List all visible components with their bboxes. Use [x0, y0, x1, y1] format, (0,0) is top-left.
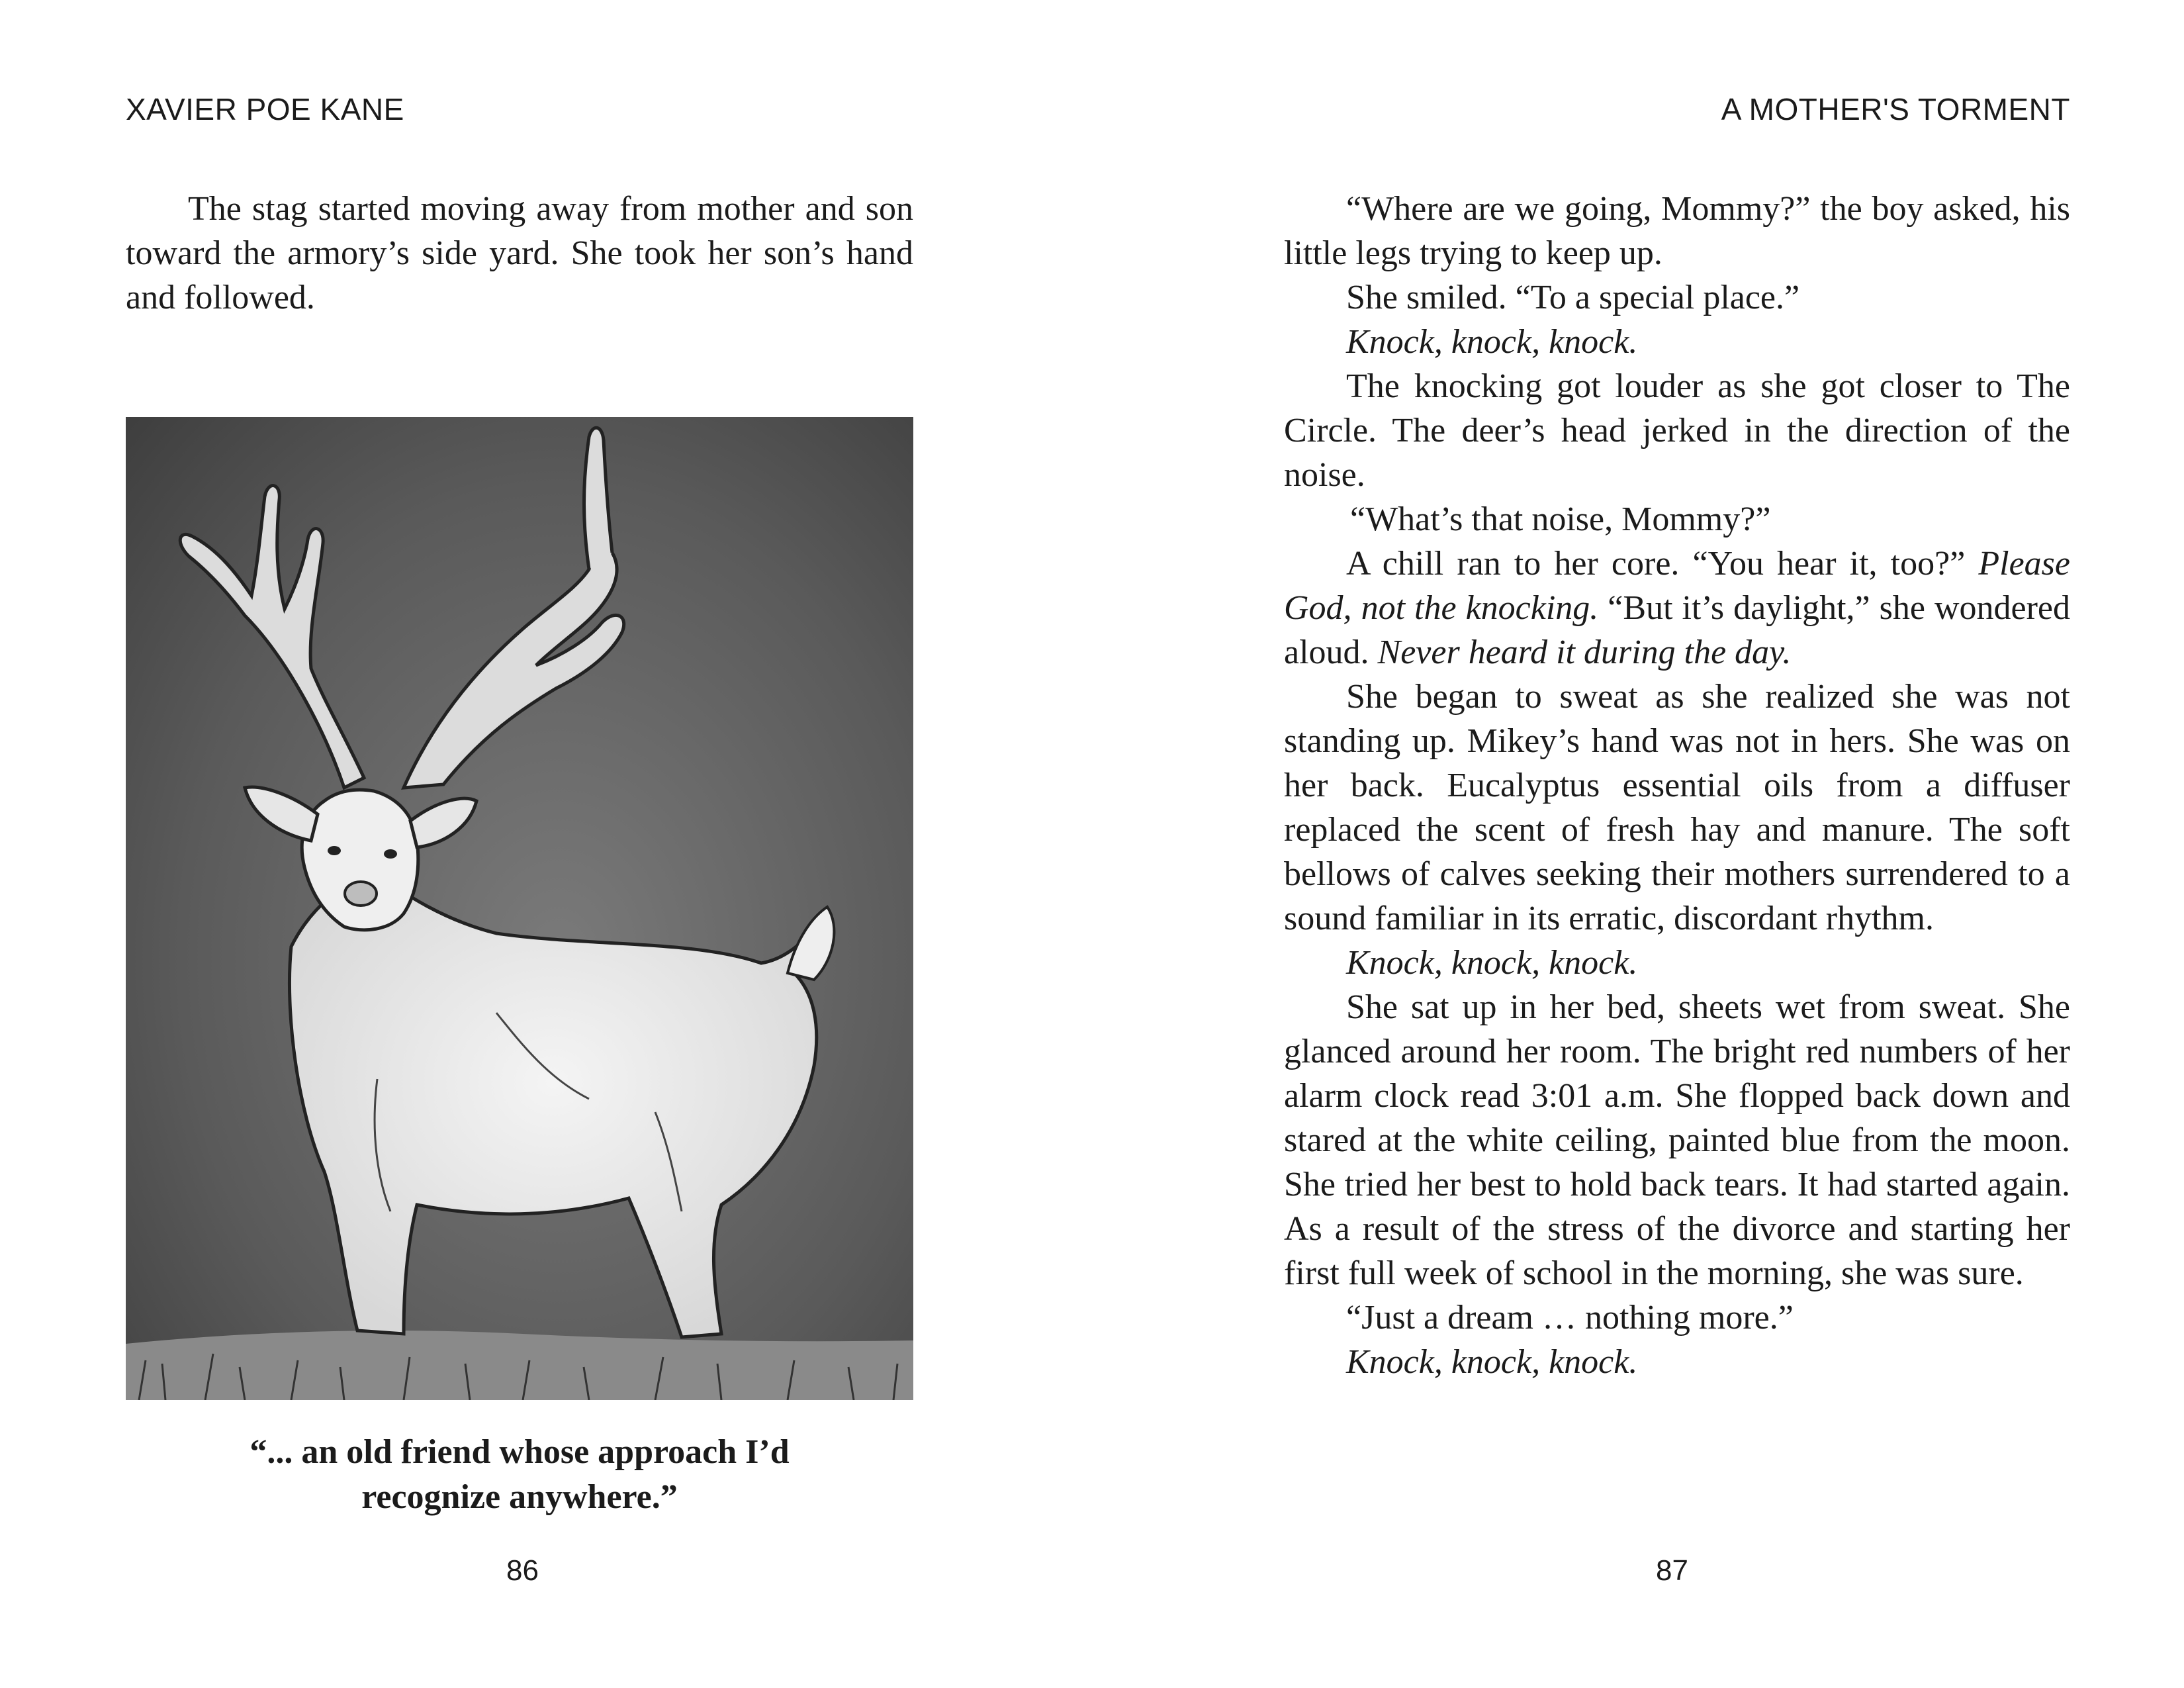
- figure-caption: [126, 1430, 913, 1520]
- italic-text: Knock, knock, knock.: [1346, 1343, 1638, 1381]
- stag-illustration: [126, 417, 913, 1400]
- right-body-text: [1284, 187, 2070, 1384]
- running-head-author: XAVIER POE KANE: [126, 92, 404, 126]
- left-body-text: [126, 187, 913, 320]
- italic-text: Please God, not the knocking.: [1284, 545, 2070, 627]
- paragraph: “Where are we going, Mommy?” the boy asked, his little legs trying to keep up.: [1284, 190, 2070, 272]
- page-number: 86: [506, 1554, 539, 1587]
- paragraph: “What’s that noise, Mommy?”: [1350, 500, 1771, 538]
- paragraph: [1284, 1340, 2070, 1384]
- running-head-title: A MOTHER'S TORMENT: [1721, 92, 2070, 126]
- paragraph: [1284, 941, 2070, 985]
- caption-line: “... an old friend whose approach I’d: [250, 1433, 790, 1471]
- italic-text: Knock, knock, knock.: [1346, 944, 1638, 982]
- paragraph: The stag started moving away from mother and son toward the armory’s side yard. She took her son’s hand and followed.: [126, 190, 913, 316]
- text-span: A chill ran to her core. “You hear it, too?”: [1346, 545, 1979, 583]
- paragraph: She began to sweat as she realized she was not standing up. Mikey’s hand was not in hers. She was on her back. Eucalyptus essential oils from a diffuser replaced the scent of fresh hay and manure. The soft bellows of calves seeking their mothers surrendered to a sound familiar in its erratic, discordant rhythm.: [1284, 678, 2070, 937]
- paragraph: [1284, 320, 2070, 364]
- caption-line: recognize anywhere.”: [361, 1478, 678, 1516]
- paragraph: She smiled. “To a special place.”: [1346, 279, 1800, 316]
- right-page: [1092, 0, 2184, 1688]
- italic-text: Knock, knock, knock.: [1346, 323, 1638, 361]
- paragraph: She sat up in her bed, sheets wet from sweat. She glanced around her room. The bright red numbers of her alarm clock read 3:01 a.m. She flopped back down and stared at the white ceiling, painted blue from the moon. She tried her best to hold back tears. It had started again. As a result of the stress of the divorce and starting her first full week of school in the morning, she was sure.: [1284, 988, 2070, 1292]
- italic-text: Never heard it during the day.: [1377, 633, 1792, 671]
- text-span: “But it’s daylight,” she wondered aloud.: [1284, 589, 2071, 671]
- paragraph: The knocking got louder as she got closer to The Circle. The deer’s head jerked in the direction of the noise.: [1284, 367, 2070, 494]
- page-number: 87: [1656, 1554, 1688, 1587]
- paragraph: [1284, 541, 2070, 675]
- paragraph: “Just a dream … nothing more.”: [1346, 1299, 1794, 1336]
